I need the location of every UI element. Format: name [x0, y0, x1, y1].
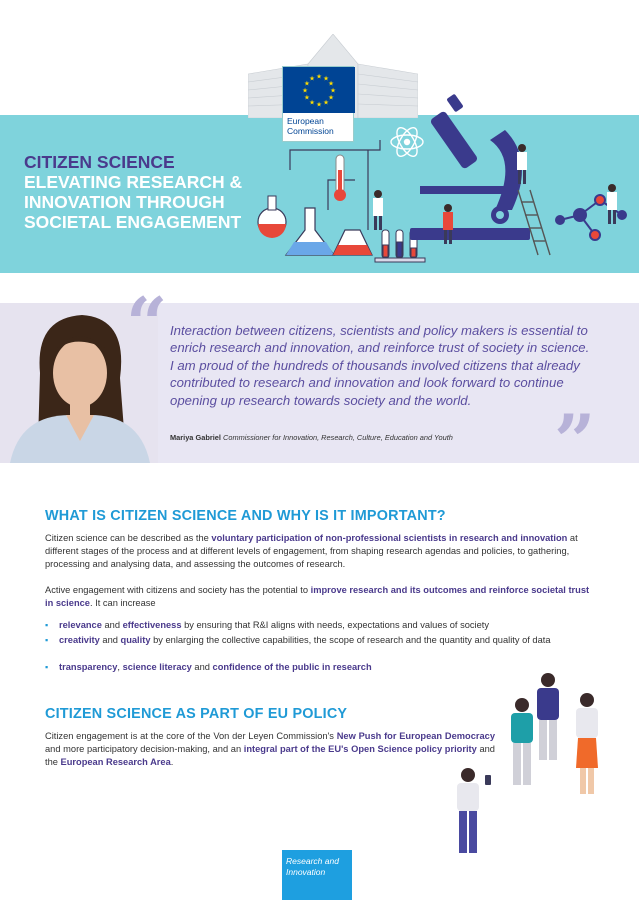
highlight: transparency	[59, 662, 118, 672]
text: .	[170, 756, 174, 767]
quote-text: Interaction between citizens, scientists and policy makers is essential to enrich research and innovation, and reinforce trust of society in science. I am proud of the hundreds of thousands involved citizens that already contributed to research and innovation and look forward to continue opening up research towards society and the world.	[170, 323, 590, 408]
person-figure	[576, 693, 598, 794]
highlight: effectiveness	[122, 620, 182, 630]
section2-paragraph	[45, 730, 495, 768]
title-line-1: CITIZEN SCIENCE	[24, 152, 175, 172]
logo-line-2: Commission	[287, 126, 334, 136]
section-heading-eu-policy: CITIZEN SCIENCE AS PART OF EU POLICY	[45, 706, 348, 722]
title-line-4: SOCIETAL ENGAGEMENT	[24, 212, 242, 232]
highlight: creativity	[59, 635, 100, 645]
eu-star-icon: ★	[302, 87, 308, 95]
page-title	[24, 152, 242, 232]
eu-star-icon: ★	[309, 75, 315, 83]
highlight: integral part of the EU's Open Science policy priority	[243, 743, 477, 754]
eu-star-icon: ★	[328, 80, 335, 88]
open-quote-icon: “	[126, 281, 168, 366]
eu-star-icon: ★	[316, 101, 322, 109]
section1-paragraph-1	[45, 532, 593, 570]
title-line-2: ELEVATING RESEARCH &	[24, 172, 243, 192]
eu-star-icon: ★	[330, 87, 336, 95]
close-quote-icon: ”	[554, 398, 596, 483]
eu-star-icon: ★	[303, 80, 310, 88]
highlight: European Research Area	[60, 756, 171, 767]
text: by ensuring that R&I aligns with needs, expectations and values of society	[181, 620, 490, 630]
atom-icon	[391, 125, 423, 160]
eu-star-icon: ★	[328, 94, 335, 102]
highlight: quality	[120, 635, 151, 645]
text: Citizen science can be described as the	[45, 533, 212, 543]
round-flask-icon	[258, 196, 286, 238]
person-figure	[511, 698, 533, 785]
person-figure	[537, 673, 559, 760]
thermometer-icon	[334, 155, 346, 201]
quote-author: Mariya Gabriel	[170, 433, 221, 442]
highlight: confidence of the public in research	[212, 662, 372, 672]
highlight: voluntary participation of non-professional scientists in research and innovation	[211, 533, 568, 543]
highlight: relevance	[59, 620, 102, 630]
text: and the	[45, 743, 495, 767]
section-heading-what-is: WHAT IS CITIZEN SCIENCE AND WHY IS IT IMPORTANT?	[45, 508, 446, 524]
text: . It can increase	[89, 597, 156, 608]
text: and more participatory decision-making, and an	[45, 743, 244, 754]
text: and	[191, 662, 213, 672]
ladder-icon	[518, 190, 550, 255]
research-and-innovation-badge	[282, 850, 352, 900]
text: and	[99, 635, 121, 645]
bullet-item	[45, 619, 593, 632]
text: by enlarging the collective capabilities, the scope of research and the quantity and quality of data	[150, 635, 551, 645]
text: Active engagement with citizens and society has the potential to	[45, 585, 311, 595]
lab-science-illustration	[250, 90, 639, 270]
badge-line-1: Research and	[286, 856, 339, 866]
text: Citizen engagement is at the core of the Von der Leyen Commission's	[45, 731, 337, 741]
text: and	[101, 620, 123, 630]
section1-paragraph-2	[45, 584, 593, 610]
eu-star-icon: ★	[323, 99, 329, 107]
badge-line-2: Innovation	[286, 867, 326, 877]
microscope-icon	[410, 94, 530, 240]
text: at different stages of the process and at different levels of engagement, from shaping research agendas and policies, to gathering, processing and analysing data, and assessing the outcomes of research.	[45, 533, 578, 569]
bullet-item	[45, 634, 593, 647]
conical-flask-icon	[286, 208, 334, 255]
quote-attribution	[170, 433, 453, 442]
text: ,	[117, 662, 123, 672]
quote-role: Commissioner for Innovation, Research, Culture, Education and Youth	[223, 433, 453, 442]
eu-star-icon: ★	[323, 75, 329, 83]
highlight: improve research and its outcomes and reinforce societal trust in science	[45, 585, 590, 608]
person-figure	[457, 768, 491, 853]
title-line-3: INNOVATION THROUGH	[24, 192, 225, 212]
eu-star-icon: ★	[316, 73, 322, 81]
citizens-with-phones-illustration	[445, 670, 615, 860]
header-banner	[0, 0, 639, 275]
logo-line-1: European	[287, 116, 324, 126]
eu-star-icon: ★	[303, 94, 310, 102]
highlight: New Push for European Democracy	[336, 731, 495, 741]
eu-star-icon: ★	[309, 99, 315, 107]
highlight: science literacy	[122, 662, 192, 672]
beaker-icon	[333, 230, 372, 255]
